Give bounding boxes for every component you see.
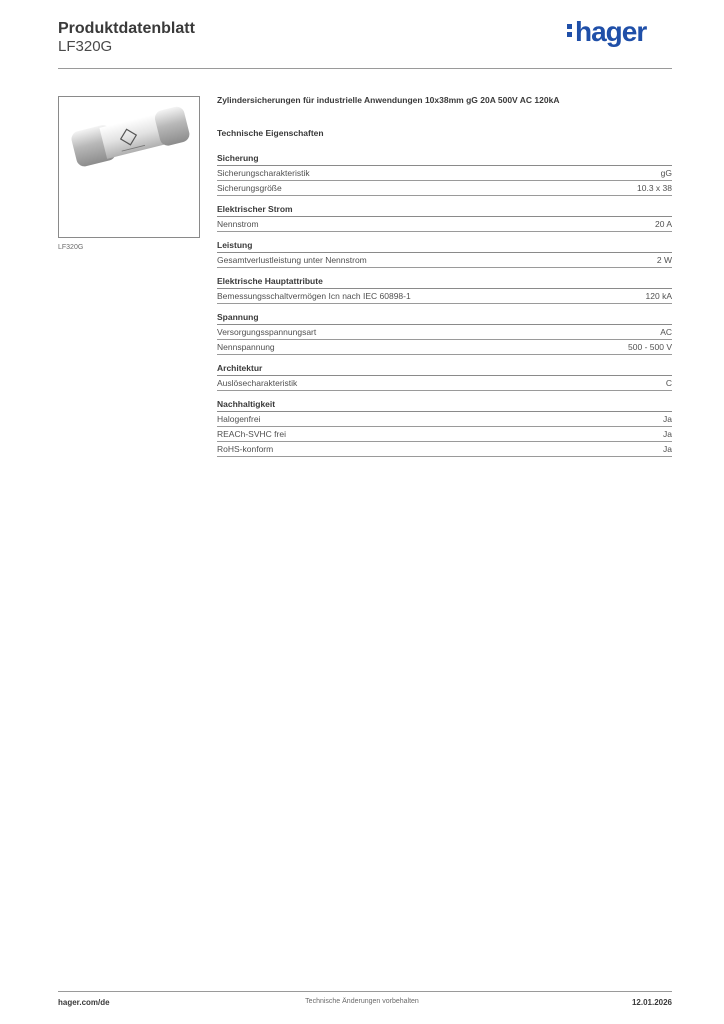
spec-section [217, 152, 672, 196]
spec-value: 500 - 500 V [628, 342, 672, 352]
spec-row [217, 217, 672, 232]
spec-value: Ja [663, 414, 672, 424]
technical-properties-title: Technische Eigenschaften [217, 128, 324, 138]
spec-section [217, 203, 672, 232]
spec-value: AC [660, 327, 672, 337]
spec-label: Nennstrom [217, 219, 259, 229]
spec-value: 10.3 x 38 [637, 183, 672, 193]
image-caption: LF320G [58, 244, 84, 251]
hager-logo [567, 16, 646, 48]
footer-notice: Technische Änderungen vorbehalten [305, 998, 419, 1005]
spec-row [217, 376, 672, 391]
product-image [58, 96, 200, 238]
spec-value: Ja [663, 429, 672, 439]
section-title: Elektrische Hauptattribute [217, 275, 672, 289]
spec-label: RoHS-konform [217, 444, 274, 454]
section-title: Leistung [217, 239, 672, 253]
spec-label: Versorgungsspannungsart [217, 327, 317, 337]
spec-value: 2 W [656, 255, 672, 265]
spec-label: Auslösecharakteristik [217, 378, 298, 388]
spec-row [217, 166, 672, 181]
spec-label: Gesamtverlustleistung unter Nennstrom [217, 255, 367, 265]
product-description: Zylindersicherungen für industrielle Anwendungen 10x38mm gG 20A 500V AC 120kA [217, 95, 560, 105]
spec-label: Sicherungsgröße [217, 183, 282, 193]
footer-website-link[interactable]: hager.com/de [58, 998, 110, 1007]
spec-value: 120 kA [645, 291, 672, 301]
section-title: Spannung [217, 311, 672, 325]
spec-value: 20 A [654, 219, 672, 229]
spec-label: Sicherungscharakteristik [217, 168, 310, 178]
footer-date: 12.01.2026 [631, 998, 672, 1007]
logo-text: hager [575, 16, 647, 47]
spec-value: Ja [663, 444, 672, 454]
spec-label: Nennspannung [217, 342, 275, 352]
section-title: Nachhaltigkeit [217, 398, 672, 412]
spec-label: REACh-SVHC frei [217, 429, 286, 439]
spec-row [217, 289, 672, 304]
spec-row [217, 412, 672, 427]
spec-section [217, 275, 672, 304]
fuse-icon [59, 97, 199, 237]
spec-value: C [665, 378, 672, 388]
spec-section [217, 239, 672, 268]
spec-row [217, 181, 672, 196]
spec-label: Halogenfrei [217, 414, 261, 424]
spec-row [217, 253, 672, 268]
spec-value: gG [660, 168, 672, 178]
section-title: Elektrischer Strom [217, 203, 672, 217]
spec-label: Bemessungsschaltvermögen Icn nach IEC 60898-1 [217, 291, 411, 301]
footer-divider [58, 991, 672, 992]
section-title: Sicherung [217, 152, 672, 166]
spec-section [217, 398, 672, 457]
spec-row [217, 427, 672, 442]
page-title: Produktdatenblatt [58, 20, 195, 37]
spec-row [217, 442, 672, 457]
product-code: LF320G [58, 38, 113, 55]
sections-container [217, 152, 672, 457]
spec-row [217, 340, 672, 355]
header-divider [58, 68, 672, 69]
section-title: Architektur [217, 362, 672, 376]
spec-section [217, 311, 672, 355]
spec-section [217, 362, 672, 391]
logo-dots-icon [567, 21, 573, 40]
spec-row [217, 325, 672, 340]
content [217, 92, 672, 464]
